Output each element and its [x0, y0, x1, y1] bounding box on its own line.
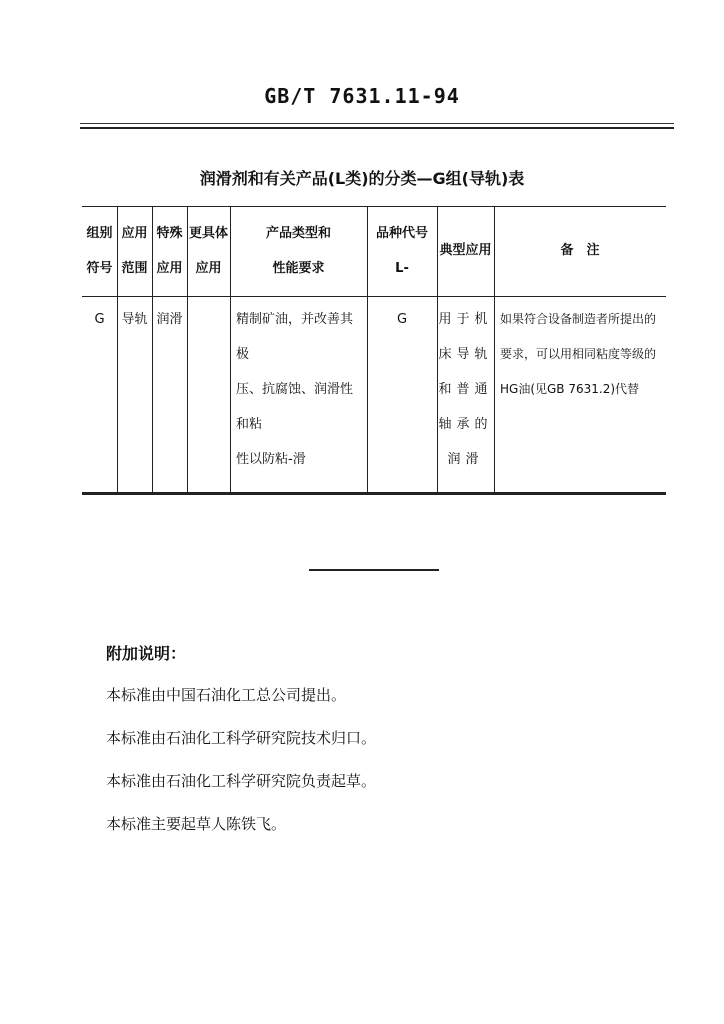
- table-header-border: [82, 296, 666, 297]
- cell-application-scope: 导轨: [121, 312, 148, 327]
- note-line: 本标准由石油化工科学研究院技术归口。: [106, 729, 377, 747]
- header-variety-code: 品种代号 L-: [375, 226, 428, 276]
- note-line: 本标准主要起草人陈铁飞。: [106, 815, 287, 833]
- cell-special-application: 润滑: [156, 312, 183, 327]
- notes-title: 附加说明：: [106, 644, 187, 663]
- header-product-type: 产品类型和 性能要求: [265, 226, 331, 276]
- cell-product-type: 精制矿油，并改善其极 压、抗腐蚀、润滑性和粘 性以防粘-滑: [236, 312, 354, 467]
- note-line: 本标准由石油化工科学研究院负责起草。: [106, 772, 377, 790]
- note-line: 本标准由中国石油化工总公司提出。: [106, 686, 347, 704]
- header-typical-application: 典型应用: [439, 243, 492, 258]
- header-remarks: 备 注: [560, 243, 600, 258]
- header-group-symbol: 组别 符号: [86, 226, 113, 276]
- cell-variety-code: G: [396, 312, 408, 327]
- header-rule-thin: [80, 123, 674, 124]
- cell-typical-application: 用于机 床导轨 和普通 轴承的 润滑: [438, 312, 493, 467]
- classification-table: [82, 206, 666, 496]
- cell-group-symbol: G: [94, 312, 105, 327]
- header-specific-application: 更具体 应用: [188, 226, 228, 276]
- standard-code: GB/T 7631.11-94: [264, 84, 460, 108]
- end-of-table-rule: [309, 569, 439, 571]
- header-application-scope: 应用 范围: [121, 226, 148, 276]
- table-bottom-border: [82, 492, 666, 495]
- cell-remarks: 如果符合设备制造者所提出的 要求，可以用相同粘度等级的 HG油(见GB 7631.2)代替: [500, 312, 657, 396]
- header-rule-thick: [80, 127, 674, 129]
- header-special-application: 特殊 应用: [156, 226, 183, 276]
- table-title: 润滑剂和有关产品(L类)的分类—G组(导轨)表: [199, 169, 525, 188]
